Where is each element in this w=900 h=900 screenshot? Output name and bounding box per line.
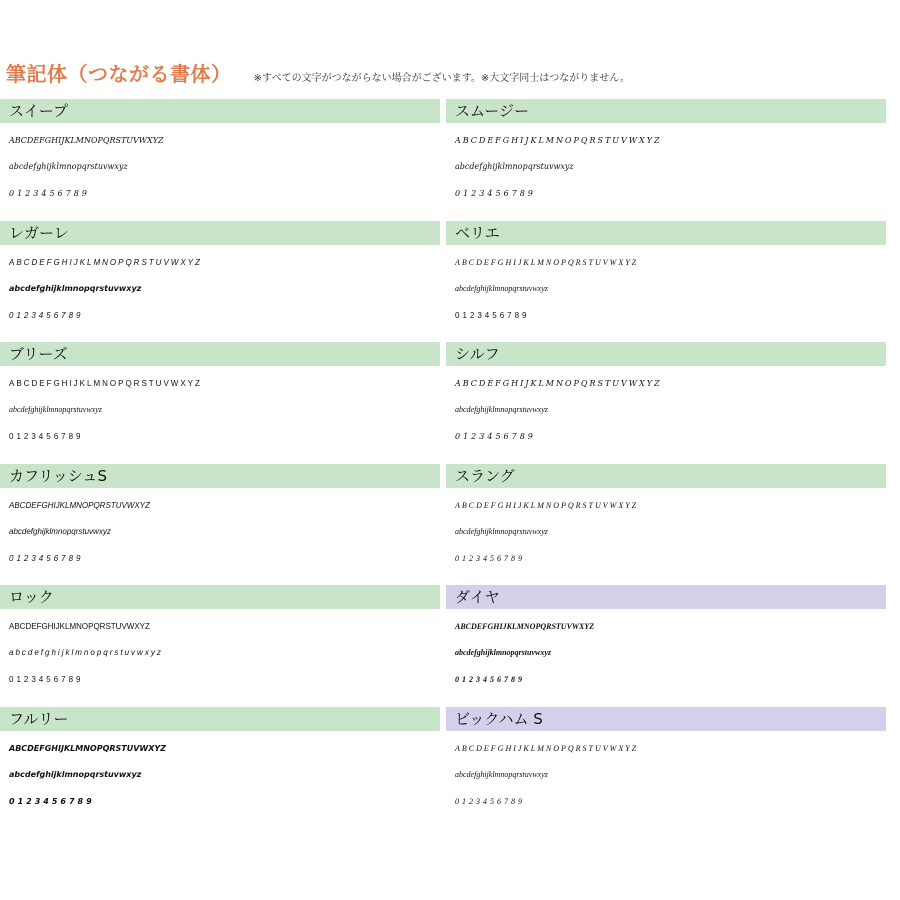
font-name-label: カフリッシュS [0, 464, 440, 488]
lowercase-sample: abcdefghijklmnopqrstuvwxyz [9, 648, 163, 657]
font-card-sweep [0, 99, 440, 221]
uppercase-sample: ABCDEFGHIJKLMNOPQRSTUVWXYZ [9, 500, 150, 510]
uppercase-sample: ABCDEFGHIJKLMNOPQRSTUVWXYZ [455, 379, 662, 388]
digits-sample: 0123456789 [9, 432, 84, 441]
page-title: 筆記体（つながる書体） [6, 62, 232, 86]
lowercase-sample: abcdefghijklmnopqrstuvwxyz [9, 526, 111, 536]
lowercase-sample: abcdefghijklmnopqrstuvwxyz [455, 405, 548, 414]
font-card-fleury [0, 707, 440, 829]
lowercase-sample: abcdefghijklmnopqrstuvwxyz [455, 769, 548, 779]
font-name-label: スイープ [0, 99, 440, 123]
lowercase-sample: abcdefghijklmnopqrstuvwxyz [455, 526, 548, 536]
digits-sample: 0123456789 [455, 796, 525, 806]
lowercase-sample: abcdefghijklmnopqrstuvwxyz [9, 283, 142, 293]
font-name-label: ブリーズ [0, 342, 440, 366]
lowercase-sample: abcdefghijklmnopqrstuvwxyz [9, 769, 142, 779]
lowercase-sample: abcdefghijklmnopqrstuvwxyz [9, 162, 128, 171]
uppercase-sample: ABCDEFGHIJKLMNOPQRSTUVWXYZ [9, 136, 164, 145]
font-name-label: シルフ [446, 342, 886, 366]
digits-sample: 0123456789 [9, 189, 90, 198]
digits-sample: 0123456789 [455, 675, 525, 684]
lowercase-sample: abcdefghijklmnopqrstuvwxyz [455, 283, 548, 293]
digits-sample: 0123456789 [455, 310, 530, 320]
header-note: ※すべての文字がつながらない場合がございます。※大文字同士はつながりません。 [253, 73, 630, 84]
uppercase-sample: ABCDEFGHIJKLMNOPQRSTUVWXYZ [9, 379, 202, 388]
header [6, 58, 896, 87]
digits-sample: 0123456789 [455, 189, 536, 198]
font-name-label: スラング [446, 464, 886, 488]
lowercase-sample: abcdefghijklmnopqrstuvwxyz [455, 648, 552, 657]
font-name-label: スムージー [446, 99, 886, 123]
lowercase-sample: abcdefghijklmnopqrstuvwxyz [9, 405, 102, 414]
uppercase-sample: ABCDEFGHIJKLMNOPQRSTUVWXYZ [9, 622, 150, 631]
font-card-breeze [0, 342, 440, 464]
uppercase-sample: ABCDEFGHIJKLMNOPQRSTUVWXYZ [455, 743, 639, 753]
font-card-berie [446, 221, 886, 343]
font-card-caflisch [0, 464, 440, 586]
font-name-label: ベリエ [446, 221, 886, 245]
digits-sample: 0123456789 [9, 553, 84, 563]
uppercase-sample: ABCDEFGHIJKLMNOPQRSTUVWXYZ [455, 136, 662, 145]
font-card-slang [446, 464, 886, 586]
uppercase-sample: ABCDEFGHIJKLMNOPQRSTUVWXYZ [9, 257, 202, 267]
digits-sample: 0123456789 [9, 796, 95, 806]
uppercase-sample: ABCDEFGHIJKLMNOPQRSTUVWXYZ [9, 743, 167, 753]
digits-sample: 0123456789 [9, 675, 84, 684]
uppercase-sample: ABCDEFGHIJKLMNOPQRSTUVWXYZ [455, 622, 595, 631]
font-grid [0, 99, 900, 828]
font-name-label: ダイヤ [446, 585, 886, 609]
font-card-bickham [446, 707, 886, 829]
font-card-smoothie [446, 99, 886, 221]
digits-sample: 0123456789 [9, 310, 84, 320]
lowercase-sample: abcdefghijklmnopqrstuvwxyz [455, 162, 574, 171]
font-card-rock [0, 585, 440, 707]
font-card-legare [0, 221, 440, 343]
font-card-sylph [446, 342, 886, 464]
digits-sample: 0123456789 [455, 432, 536, 441]
font-name-label: ビックハム S [446, 707, 886, 731]
font-card-diamond [446, 585, 886, 707]
digits-sample: 0123456789 [455, 553, 525, 563]
font-name-label: フルリー [0, 707, 440, 731]
font-name-label: レガーレ [0, 221, 440, 245]
uppercase-sample: ABCDEFGHIJKLMNOPQRSTUVWXYZ [455, 500, 639, 510]
uppercase-sample: ABCDEFGHIJKLMNOPQRSTUVWXYZ [455, 257, 639, 267]
font-name-label: ロック [0, 585, 440, 609]
